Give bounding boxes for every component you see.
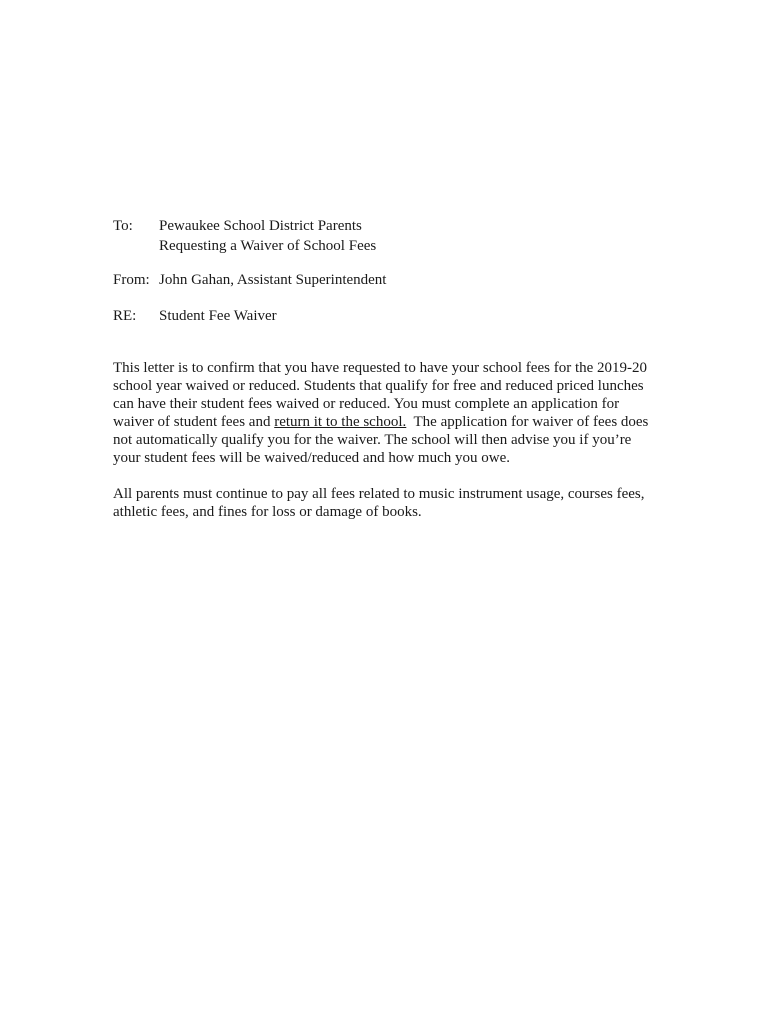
return-to-school-text: return it to the school. (274, 414, 407, 430)
paragraph-2-line-1: All parents must continue to pay all fees related to music instrument usage, courses fees, (113, 486, 645, 502)
paragraph-1-line-4-end: The application for waiver of fees does (406, 414, 649, 430)
paragraph-1-line-6: your student fees will be waived/reduced and how much you owe. (113, 450, 510, 466)
memo-to-row (113, 216, 673, 256)
paragraph-2 (113, 485, 673, 521)
memo-to-value (159, 216, 673, 256)
memo-re-label: RE: (113, 308, 137, 324)
memo-to-label: To: (113, 218, 133, 234)
memo-from-value: John Gahan, Assistant Superintendent (159, 272, 387, 288)
memo-header (113, 216, 673, 326)
memo-from-label: From: (113, 272, 150, 288)
memo-from-row (113, 270, 673, 290)
paragraph-1-line-2: school year waived or reduced. Students that qualify for free and reduced priced lunches (113, 378, 644, 394)
paragraph-1-line-1: This letter is to confirm that you have requested to have your school fees for the 2019-20 (113, 360, 648, 376)
memo-to-line-1: Pewaukee School District Parents (159, 218, 362, 234)
paragraph-1-line-5: not automatically qualify you for the waiver. The school will then advise you if you’re (113, 432, 632, 448)
paragraph-1-line-3: can have their student fees waived or reduced. You must complete an application for (113, 396, 620, 412)
memo-re-value: Student Fee Waiver (159, 308, 277, 324)
paragraph-2-line-2: athletic fees, and fines for loss or damage of books. (113, 504, 422, 520)
paragraph-1 (113, 359, 673, 467)
paragraph-1-line-4-start: waiver of student fees and (113, 414, 275, 430)
paragraph-1-line-4 (113, 413, 673, 431)
memo-re-row (113, 306, 673, 326)
letter-body (113, 359, 673, 521)
memo-to-line-2: Requesting a Waiver of School Fees (159, 238, 377, 254)
